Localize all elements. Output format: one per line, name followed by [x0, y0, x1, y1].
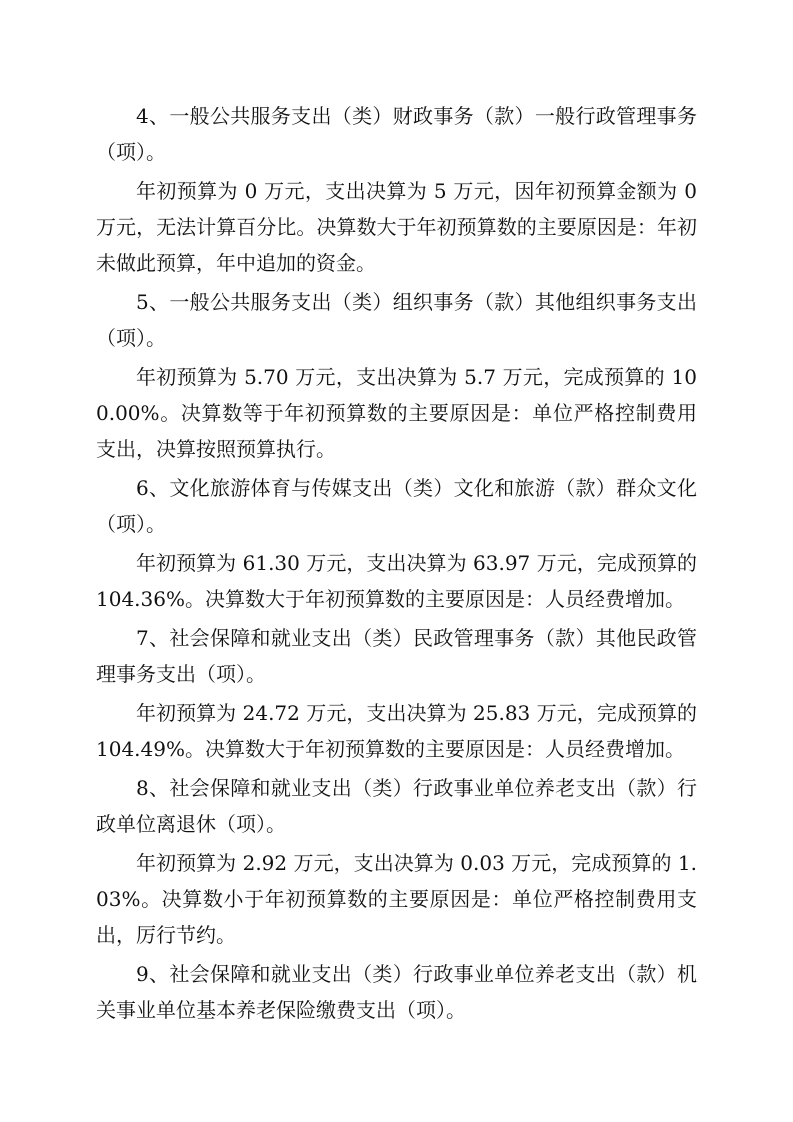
section-body-6: 年初预算为 61.30 万元，支出决算为 63.97 万元，完成预算的 104.36%。决算数大于年初预算数的主要原因是：人员经费增加。 — [96, 551, 697, 611]
section-heading-4: 4、一般公共服务支出（类）财政事务（款）一般行政管理事务（项）。 — [96, 104, 697, 164]
section-heading-6: 6、文化旅游体育与传媒支出（类）文化和旅游（款）群众文化（项）。 — [96, 476, 697, 536]
section-body-5: 年初预算为 5.70 万元，支出决算为 5.7 万元，完成预算的 100.00%。决算数等于年初预算数的主要原因是：单位严格控制费用支出，决算按照预算执行。 — [96, 365, 697, 461]
section-heading-7: 7、社会保障和就业支出（类）民政管理事务（款）其他民政管理事务支出（项）。 — [96, 626, 697, 686]
section-body-4: 年初预算为 0 万元，支出决算为 5 万元，因年初预算金额为 0 万元，无法计算百分比。决算数大于年初预算数的主要原因是：年初未做此预算，年中追加的资金。 — [96, 179, 697, 275]
section-heading-5: 5、一般公共服务支出（类）组织事务（款）其他组织事务支出（项）。 — [96, 290, 697, 350]
section-body-7: 年初预算为 24.72 万元，支出决算为 25.83 万元，完成预算的 104.49%。决算数大于年初预算数的主要原因是：人员经费增加。 — [96, 701, 697, 761]
section-heading-8: 8、社会保障和就业支出（类）行政事业单位养老支出（款）行政单位离退休（项）。 — [96, 776, 697, 836]
section-heading-9: 9、社会保障和就业支出（类）行政事业单位养老支出（款）机关事业单位基本养老保险缴费支出（项）。 — [96, 962, 697, 1022]
section-body-8: 年初预算为 2.92 万元，支出决算为 0.03 万元，完成预算的 1.03%。决算数小于年初预算数的主要原因是：单位严格控制费用支出，厉行节约。 — [96, 851, 697, 947]
